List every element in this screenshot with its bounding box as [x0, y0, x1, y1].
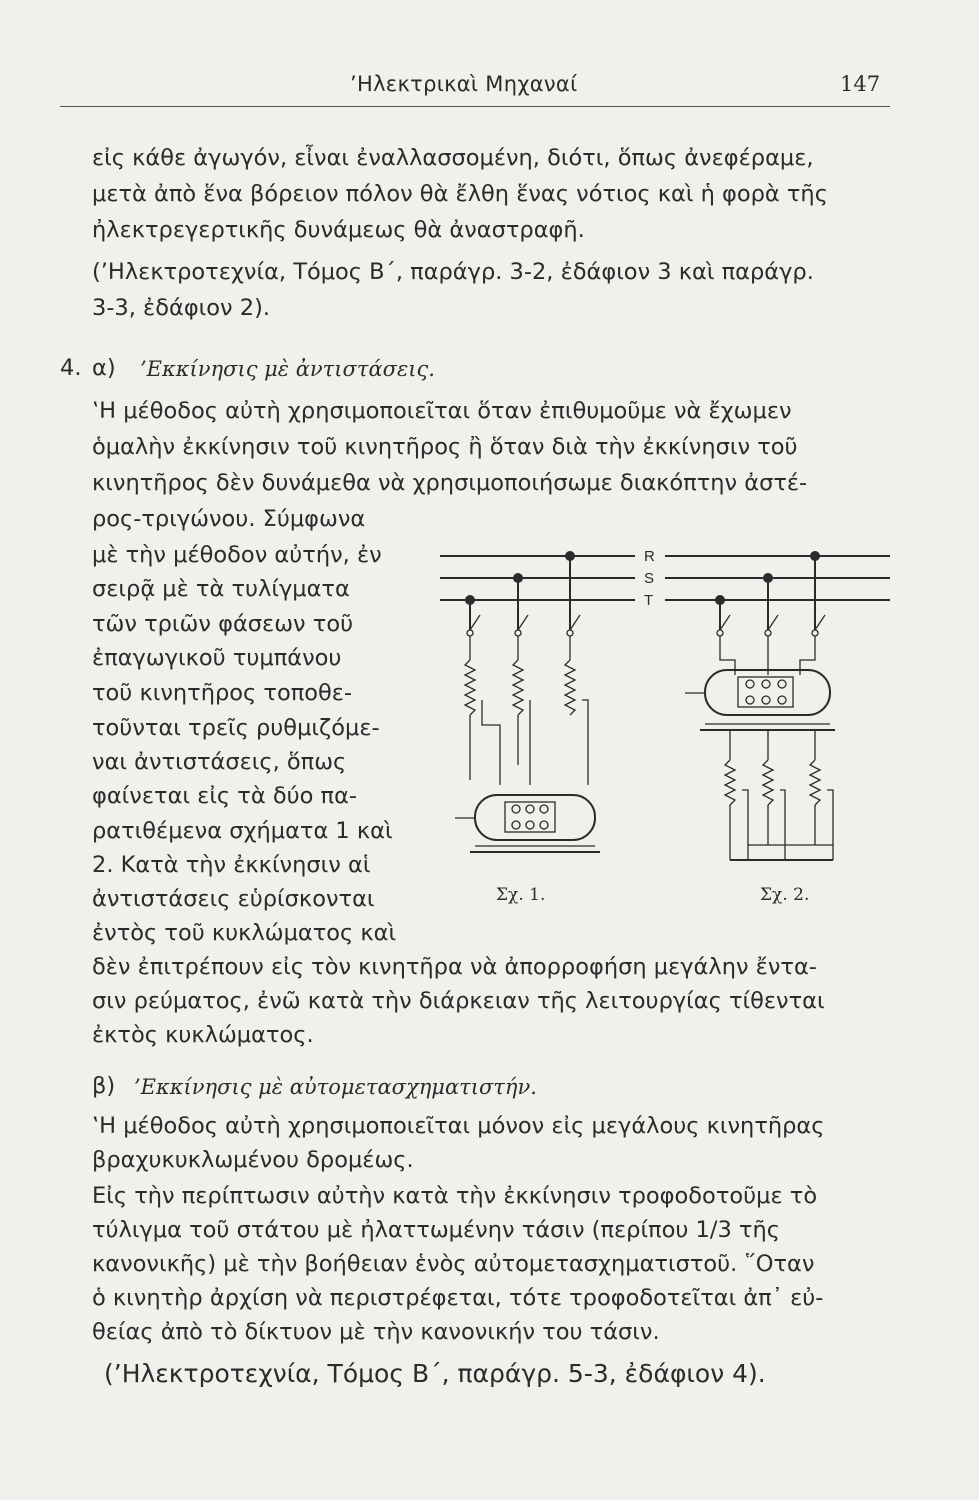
figure-caption-1: Σχ. 1.: [496, 885, 546, 905]
text-line: Εἰς τὴν περίπτωσιν αὐτὴν κατὰ τὴν ἐκκίνησιν τροφοδοτοῦμε τὸ: [92, 1183, 818, 1209]
text-line: ὁμαλὴν ἐκκίνησιν τοῦ κινητῆρος ἢ ὅταν διὰ τὴν ἐκκίνησιν τοῦ: [92, 434, 798, 460]
text-line: ‛Η μέθοδος αὐτὴ χρησιμοποιεῖται ὅταν ἐπιθυμοῦμε νὰ ἔχωμεν: [92, 398, 792, 424]
text-line: ἐπαγωγικοῦ τυμπάνου: [92, 645, 342, 671]
subsection-label: β): [92, 1073, 116, 1099]
text-line: βραχυκυκλωμένου δρομέως.: [92, 1147, 414, 1173]
text-line: ἠλεκτρεγερτικῆς δυνάμεως θὰ ἀναστραφῆ.: [92, 217, 585, 243]
phase-label-r: R: [644, 548, 655, 565]
text-line: τοῦνται τρεῖς ρυθμιζόμε-: [92, 715, 380, 741]
header-rule: [60, 106, 890, 107]
text-line: ρος-τριγώνου. Σύμφωνα: [92, 506, 366, 532]
text-line: ρατιθέμενα σχήματα 1 καὶ: [92, 818, 393, 844]
reference-line: (’Ηλεκτροτεχνία, Τόμος Β΄, παράγρ. 3-2, ἐδάφιον 3 καὶ παράγρ.: [92, 259, 814, 285]
text-line: μετὰ ἀπὸ ἕνα βόρειον πόλον θὰ ἔλθη ἕνας νότιος καὶ ἡ φορὰ τῆς: [92, 181, 828, 207]
text-line: τῶν τριῶν φάσεων τοῦ: [92, 611, 354, 637]
text-line: κινητῆρος δὲν δυνάμεθα νὰ χρησιμοποιήσωμε διακόπτην ἀστέ-: [92, 470, 808, 496]
text-line: ὁ κινητὴρ ἀρχίση νὰ περιστρέφεται, τότε τροφοδοτεῖται ἀπ᾿ εὐ-: [92, 1285, 824, 1311]
text-line: εἰς κάθε ἀγωγόν, εἶναι ἐναλλασσομένη, διότι, ὅπως ἀνεφέραμε,: [92, 145, 814, 171]
figure-caption-2: Σχ. 2.: [760, 885, 810, 905]
text-line: μὲ τὴν μέθοδον αὐτήν, ἐν: [92, 542, 382, 568]
text-line: δὲν ἐπιτρέπουν εἰς τὸν κινητῆρα νὰ ἀπορροφήση μεγάλην ἔντα-: [92, 954, 817, 980]
figure-1-circuit: [455, 551, 600, 852]
subsection-heading: ’Εκκίνησις μὲ αὐτομετασχηματιστήν.: [134, 1075, 537, 1099]
figure-2-circuit: [685, 551, 835, 860]
phase-busbars: [440, 556, 890, 600]
subsection-heading: ’Εκκίνησις μὲ ἀντιστάσεις.: [140, 357, 435, 381]
text-line: ‛Η μέθοδος αὐτὴ χρησιμοποιεῖται μόνον εἰς μεγάλους κινητῆρας: [92, 1113, 825, 1139]
text-line: σειρᾷ μὲ τὰ τυλίγματα: [92, 576, 350, 602]
section-number: 4.: [60, 355, 82, 381]
text-line: ἐντὸς τοῦ κυκλώματος καὶ: [92, 920, 397, 946]
text-line: ἐκτὸς κυκλώματος.: [92, 1022, 314, 1048]
text-line: 2. Κατὰ τὴν ἐκκίνησιν αἱ: [92, 852, 371, 878]
text-line: θείας ἀπὸ τὸ δίκτυον μὲ τὴν κανονικήν του τάσιν.: [92, 1319, 660, 1345]
page-number: 147: [840, 72, 881, 96]
text-line: ἀντιστάσεις εὑρίσκονται: [92, 886, 375, 912]
text-line: φαίνεται εἰς τὰ δύο πα-: [92, 783, 358, 809]
text-line: κανονικῆς) μὲ τὴν βοήθειαν ἑνὸς αὐτομετασχηματιστοῦ. ῞Οταν: [92, 1251, 815, 1277]
reference-line: (’Ηλεκτροτεχνία, Τόμος Β΄, παράγρ. 5-3, ἐδάφιον 4).: [104, 1359, 766, 1388]
text-line: τοῦ κινητῆρος τοποθε-: [92, 680, 353, 706]
phase-label-t: T: [644, 592, 654, 609]
reference-line: 3-3, ἐδάφιον 2).: [92, 295, 271, 321]
circuit-diagrams: [430, 520, 895, 870]
text-line: τύλιγμα τοῦ στάτου μὲ ἠλαττωμένην τάσιν (περίπου 1/3 τῆς: [92, 1217, 780, 1243]
phase-label-s: S: [644, 570, 655, 587]
running-head: ’Ηλεκτρικαὶ Μηχαναί: [350, 72, 578, 96]
text-line: ναι ἀντιστάσεις, ὅπως: [92, 749, 347, 775]
subsection-label: α): [92, 355, 116, 381]
text-line: σιν ρεύματος, ἐνῶ κατὰ τὴν διάρκειαν τῆς λειτουργίας τίθενται: [92, 988, 825, 1014]
